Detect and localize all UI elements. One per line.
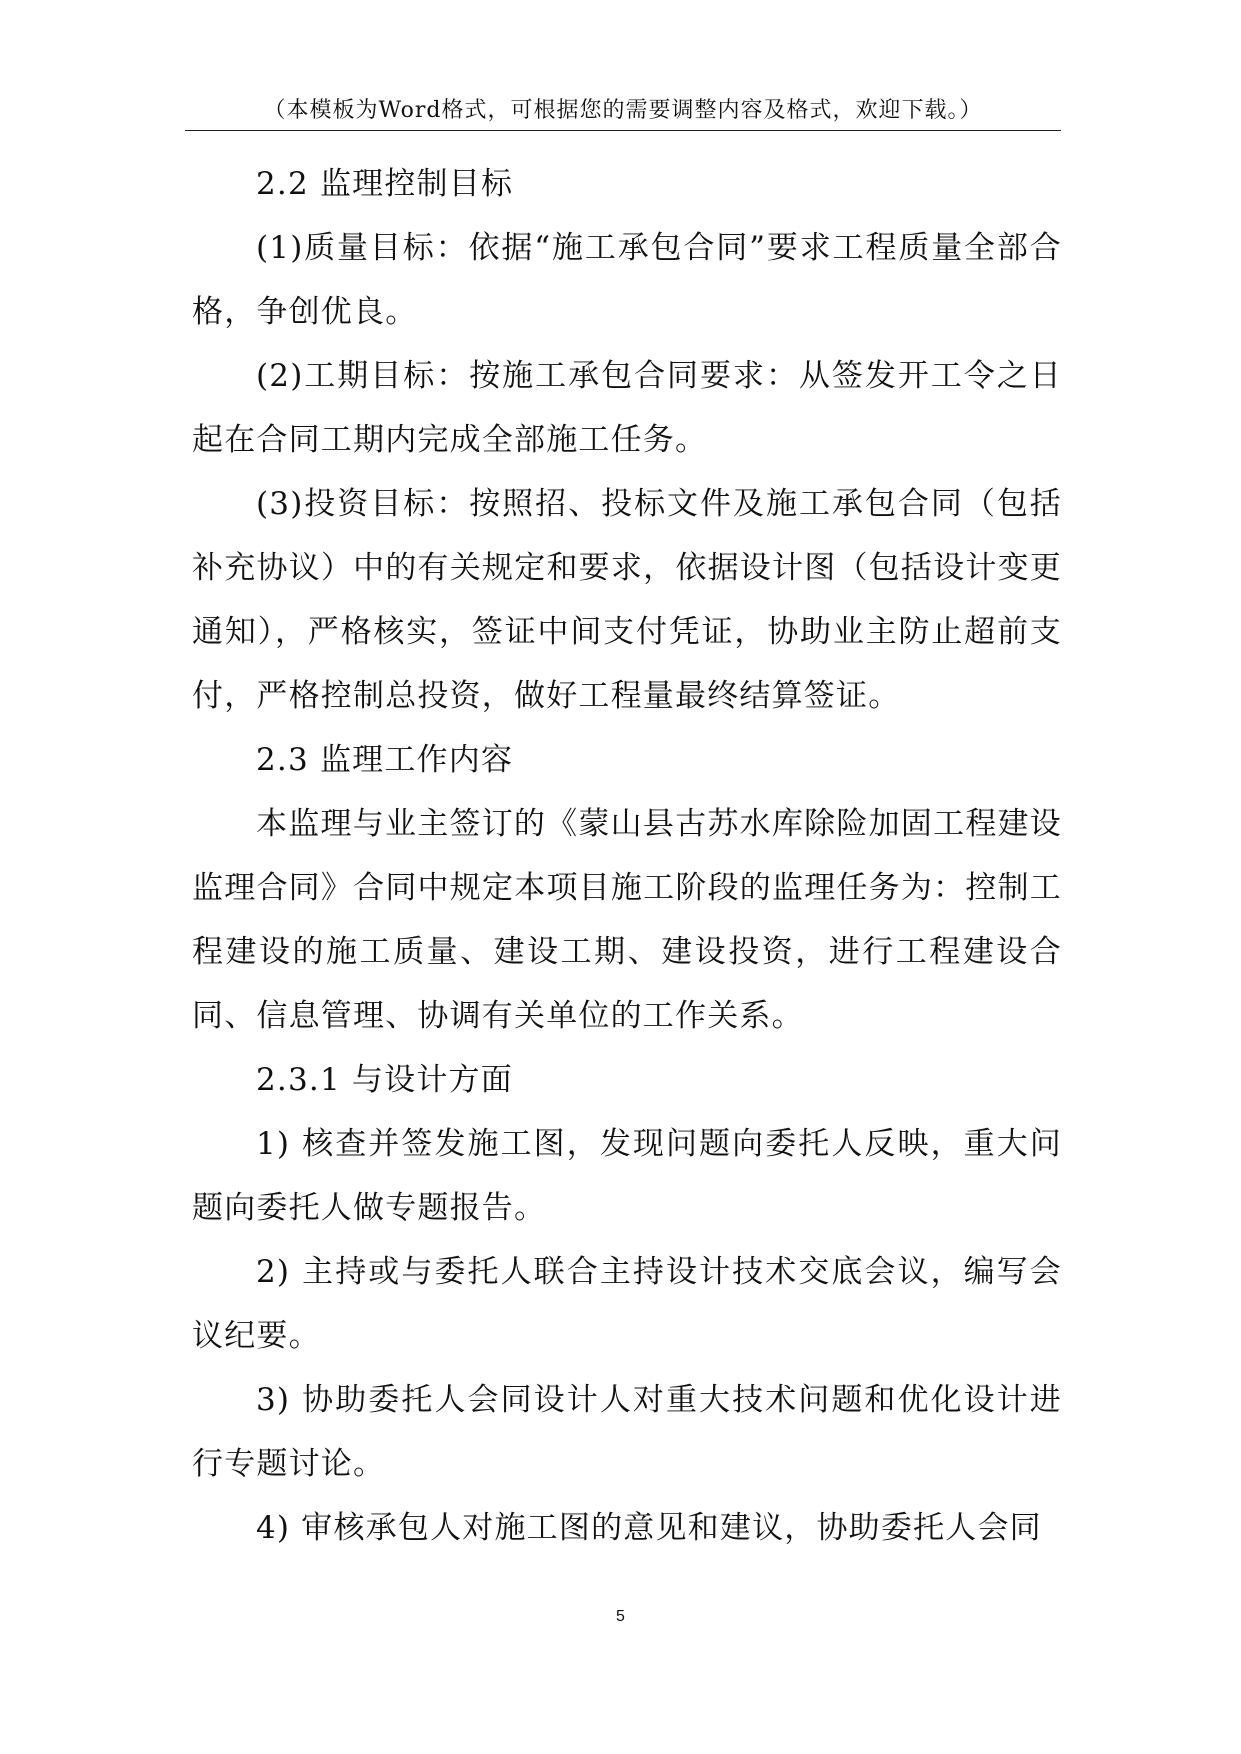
paragraph-supervision-tasks: 本监理与业主签订的《蒙山县古苏水库除险加固工程建设监理合同》合同中规定本项目施工阶段的监理任务为：控制工程建设的施工质量、建设工期、建设投资，进行工程建设合同、信息管理、协调有关单位的工作关系。 bbox=[192, 806, 1062, 1034]
list-item-3: 3) 协助委托人会同设计人对重大技术问题和优化设计进行专题讨论。 bbox=[192, 1382, 1062, 1482]
section-heading-2-2: 2.2 监理控制目标 bbox=[256, 166, 514, 202]
document-header-note: （本模板为Word格式，可根据您的需要调整内容及格式，欢迎下载。） bbox=[263, 98, 983, 123]
list-item-2: 2) 主持或与委托人联合主持设计技术交底会议，编写会议纪要。 bbox=[192, 1254, 1062, 1354]
paragraph-investment-goal: (3)投资目标：按照招、投标文件及施工承包合同（包括补充协议）中的有关规定和要求，依据设计图（包括设计变更通知），严格核实，签证中间支付凭证，协助业主防止超前支付，严格控制总投资，做好工程量最终结算签证。 bbox=[192, 486, 1062, 714]
list-item-4: 4) 审核承包人对施工图的意见和建议，协助委托人会同 bbox=[256, 1510, 1042, 1546]
page-number: 5 bbox=[616, 1608, 625, 1625]
list-item-1: 1) 核查并签发施工图，发现问题向委托人反映，重大问题向委托人做专题报告。 bbox=[192, 1126, 1062, 1226]
section-heading-2-3: 2.3 监理工作内容 bbox=[256, 742, 514, 778]
paragraph-quality-goal: (1)质量目标：依据“施工承包合同”要求工程质量全部合格，争创优良。 bbox=[192, 230, 1062, 330]
paragraph-schedule-goal: (2)工期目标：按施工承包合同要求：从签发开工令之日起在合同工期内完成全部施工任务。 bbox=[192, 358, 1062, 458]
section-heading-2-3-1: 2.3.1 与设计方面 bbox=[256, 1062, 513, 1098]
document-body bbox=[192, 152, 1062, 1560]
header-divider bbox=[185, 130, 1061, 131]
